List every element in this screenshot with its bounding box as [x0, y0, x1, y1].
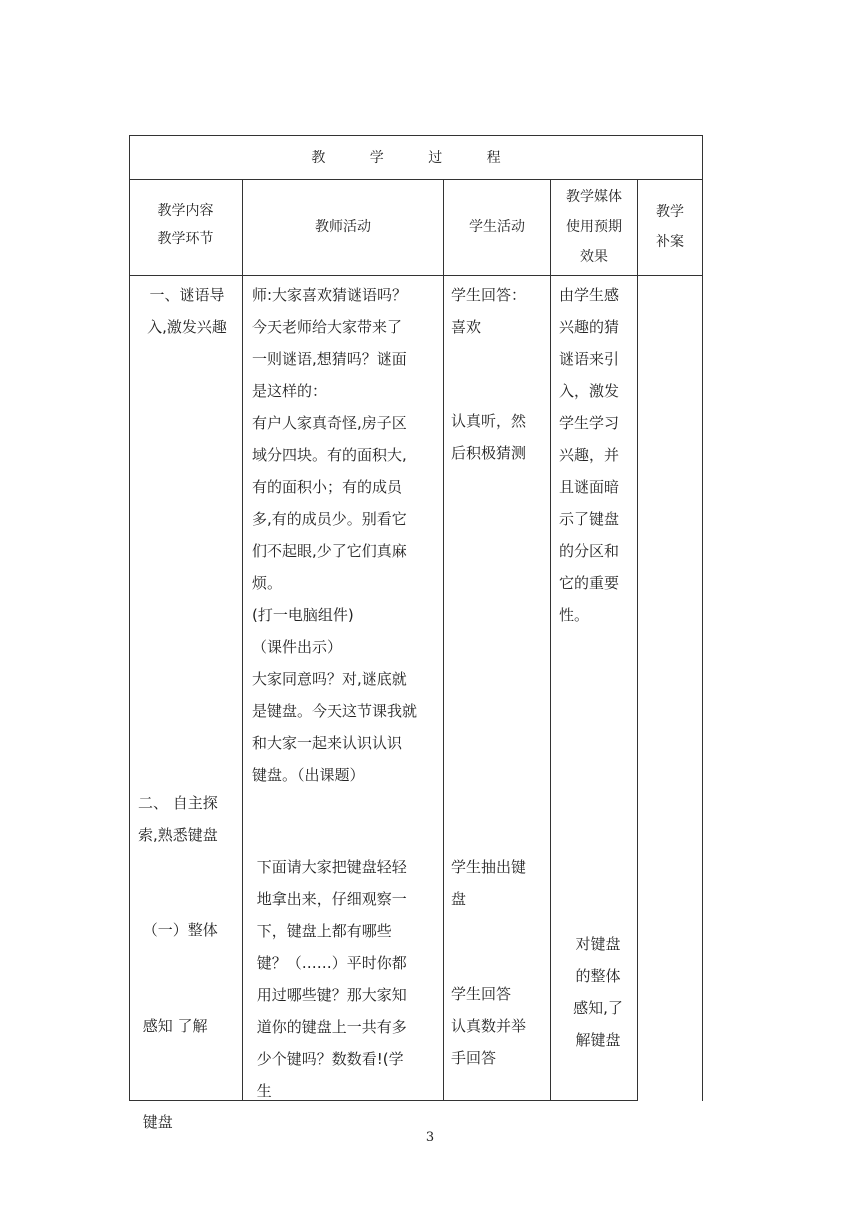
header-media-line: 使用预期 — [566, 219, 622, 235]
student-activity-listen — [451, 405, 549, 469]
media-line: 谜语来引 — [559, 350, 620, 368]
section-2-label — [138, 787, 242, 851]
subsection-label-line: 键盘 — [138, 1113, 173, 1131]
col-divider-4 — [637, 179, 638, 1101]
header-supplement — [638, 197, 702, 257]
teacher-line: 有的面积小；有的成员 — [252, 478, 403, 496]
teacher-line: 师:大家喜欢猜谜语吗？ — [252, 286, 408, 304]
section-label-line: 一、谜语导 — [149, 286, 225, 304]
lesson-process-table — [129, 135, 703, 1131]
media-line: 兴趣的猜 — [559, 318, 620, 336]
teacher-line: 键盘。（出课题） — [252, 766, 365, 784]
teacher-line: 键？（……）平时你都 — [252, 954, 407, 972]
table-title: 教 学 过 程 — [311, 150, 521, 166]
page-number: 3 — [425, 1130, 435, 1145]
media-line: 示了键盘 — [559, 510, 620, 528]
media-line: 入，激发 — [559, 382, 620, 400]
media-effect-riddle — [559, 279, 637, 631]
student-line: 手回答 — [451, 1049, 497, 1067]
table-border-top — [129, 135, 703, 136]
student-line: 盘 — [451, 890, 467, 908]
media-line: 性。 — [559, 606, 590, 624]
teacher-line: 们不起眼,少了它们真麻 — [252, 542, 407, 560]
student-activity-take-keyboard — [451, 851, 549, 915]
media-line: 对键盘 — [575, 935, 621, 953]
header-content-line: 教学环节 — [157, 231, 214, 247]
section-1-label — [134, 279, 240, 343]
media-effect-keyboard — [559, 928, 637, 1056]
section-label-line: 二、 自主探 — [138, 794, 218, 812]
subsection-label-line: 感知 了解 — [138, 1017, 208, 1035]
header-media-line: 效果 — [580, 249, 608, 265]
media-line: 解键盘 — [575, 1031, 621, 1049]
media-line: 且谜面暗 — [559, 478, 620, 496]
header-content — [129, 197, 242, 253]
col-divider-2 — [443, 179, 444, 1101]
teacher-line: （课件出示） — [252, 638, 343, 656]
media-line: 学生学习 — [559, 414, 620, 432]
teacher-line: 多,有的成员少。别看它 — [252, 510, 407, 528]
table-rule-title — [129, 179, 703, 180]
header-supplement-line: 教学 — [656, 204, 684, 220]
student-activity-count — [451, 978, 549, 1074]
subsection-1-label — [138, 850, 242, 1202]
col-divider-3 — [550, 179, 551, 1101]
teacher-line: 大家同意吗？对,谜底就 — [252, 670, 407, 688]
teacher-line: 地拿出来，仔细观察一 — [252, 890, 407, 908]
media-line: 兴趣，并 — [559, 446, 620, 464]
table-border-left — [129, 135, 130, 1101]
student-line: 学生回答： — [451, 286, 527, 304]
media-line: 的分区和 — [559, 542, 620, 560]
teacher-line: 一则谜语,想猜吗？谜面 — [252, 350, 407, 368]
teacher-line: 是键盘。今天这节课我就 — [252, 702, 418, 720]
media-line: 的整体 — [575, 967, 621, 985]
teacher-line: 和大家一起来认识认识 — [252, 734, 403, 752]
teacher-activity-keyboard — [252, 851, 442, 1107]
student-line: 学生回答 — [451, 985, 512, 1003]
header-supplement-line: 补案 — [656, 234, 684, 250]
student-line: 认真数并举 — [451, 1017, 527, 1035]
teacher-line: 有户人家真奇怪,房子区 — [252, 414, 407, 432]
teacher-line: 是这样的： — [252, 382, 328, 400]
table-border-right — [702, 135, 703, 1101]
teacher-line: 用过哪些键？那大家知 — [252, 986, 407, 1004]
teacher-line: 今天老师给大家带来了 — [252, 318, 403, 336]
header-teacher: 教师活动 — [315, 219, 371, 235]
teacher-line: 道你的键盘上一共有多 — [252, 1018, 407, 1036]
media-line: 感知,了 — [573, 999, 623, 1017]
student-line: 后积极猜测 — [451, 444, 527, 462]
col-divider-1 — [242, 179, 243, 1101]
header-student: 学生活动 — [469, 219, 525, 235]
student-line: 喜欢 — [451, 318, 482, 336]
teacher-line: 烦。 — [252, 574, 283, 592]
teacher-line: (打一电脑组件) — [252, 606, 354, 624]
header-media — [551, 182, 637, 272]
teacher-line: 生 — [252, 1082, 272, 1100]
header-media-line: 教学媒体 — [566, 189, 622, 205]
table-rule-header — [129, 275, 703, 276]
media-line: 由学生感 — [559, 286, 620, 304]
teacher-line: 域分四块。有的面积大, — [252, 446, 407, 464]
student-line: 学生抽出键 — [451, 858, 527, 876]
media-line: 它的重要 — [559, 574, 620, 592]
student-line: 认真听，然 — [451, 412, 527, 430]
student-activity-answer — [451, 279, 549, 343]
teacher-activity-riddle — [252, 279, 442, 791]
section-label-line: 索,熟悉键盘 — [138, 826, 218, 844]
header-content-line: 教学内容 — [157, 203, 214, 219]
teacher-line: 少个键吗？数数看!(学 — [252, 1050, 404, 1068]
section-label-line: 入,激发兴趣 — [147, 318, 227, 336]
teacher-line: 下，键盘上都有哪些 — [252, 922, 392, 940]
subsection-label-line: （一）整体 — [138, 921, 218, 939]
teacher-line: 下面请大家把键盘轻轻 — [252, 858, 407, 876]
